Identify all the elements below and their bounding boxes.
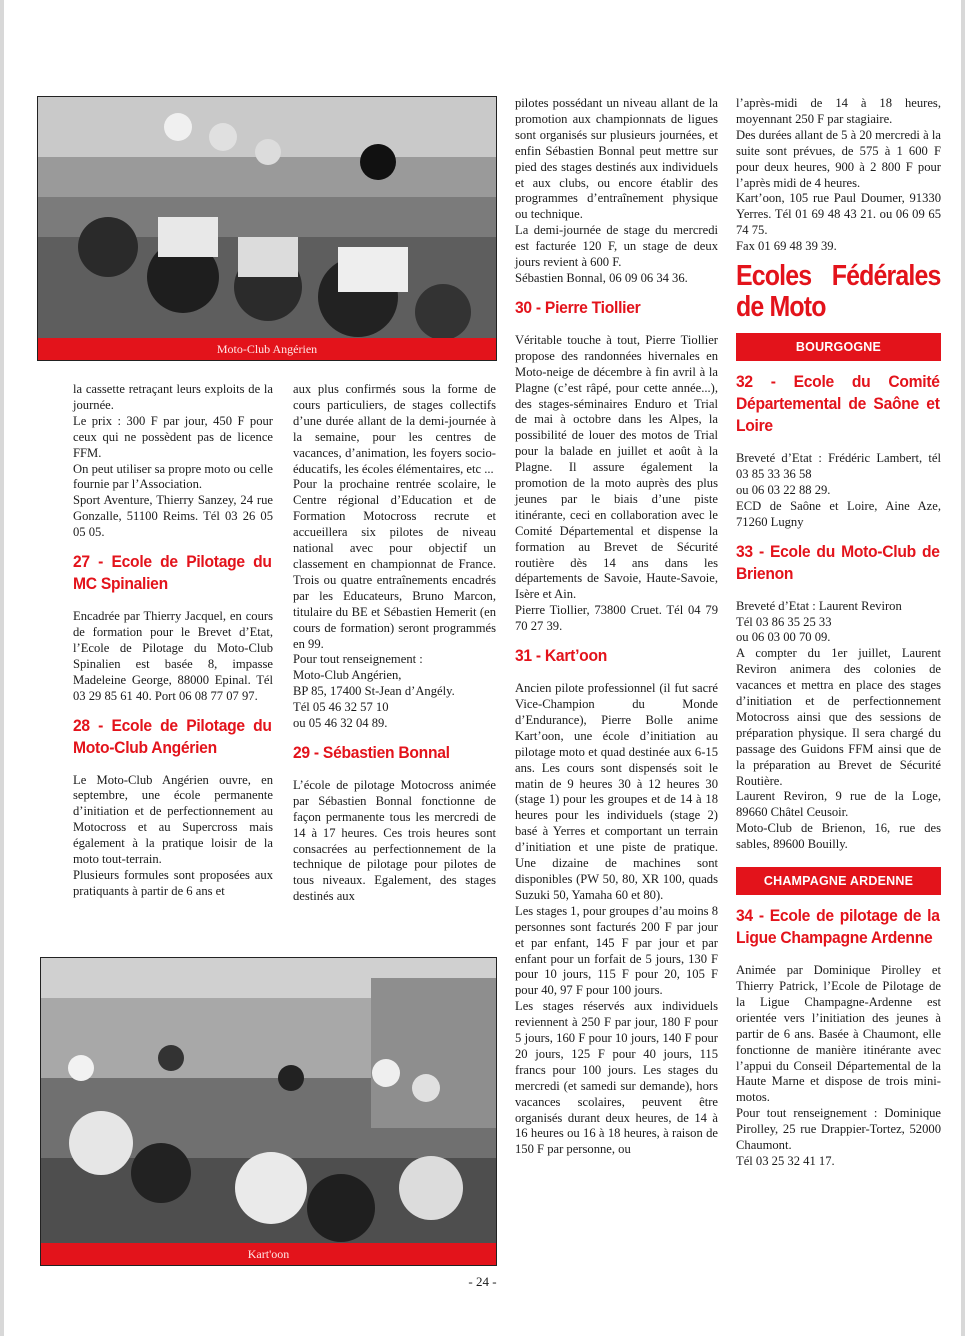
paragraph: pilotes possédant un niveau allant de la promotion aux championnats de ligues sont organisés sur plusieurs journées, et enfin Sébastien Bonnal peut mettre sur pied des stages destinés aux individuels et aux clubs, ou encore établir des programmes d’entraînement physique ou technique. (515, 96, 718, 222)
paragraph: ou 06 03 00 70 09. (736, 630, 831, 645)
paragraph: Breveté d’Etat : Laurent Reviron (736, 598, 902, 613)
section-title-27: 27 - Ecole de Pilotage du MC Spinalien (73, 552, 272, 594)
paragraph: La demi-journée de stage du mercredi est facturée 120 F, un stage de deux jours revient à 600 F. (515, 223, 718, 270)
paragraph: ECD de Saône et Loire, Aine Aze, 71260 Lugny (736, 498, 941, 529)
paragraph: Le prix : 300 F par jour, 450 F pour ceux qui ne possèdent pas de licence FFM. (73, 413, 273, 460)
region-bar-bourgogne: BOURGOGNE (736, 333, 941, 361)
paragraph: Sport Aventure, Thierry Sanzey, 24 rue Gonzalle, 51100 Reims. Tél 03 26 05 05 05. (73, 493, 273, 540)
paragraph: L’école de pilotage Motocross animée par Sébastien Bonnal fonctionne de façon permanente tous les mercredi de 14 à 17 heures. Ces trois heures sont consacrées au perfectionnement de la technique de pilotage pour pilotes de tous niveaux. Egalement, des stages destinés aux (293, 777, 496, 904)
paragraph: Breveté d’Etat : Frédéric Lambert, tél 03 85 33 36 58 (736, 451, 941, 481)
region-bar-champagne-ardenne: CHAMPAGNE ARDENNE (736, 867, 941, 895)
paragraph: ou 06 03 22 88 29. (736, 482, 831, 497)
column-1 (73, 382, 273, 900)
section-title-30: 30 - Pierre Tiollier (515, 297, 641, 317)
photo-moto-club-angerien (37, 96, 497, 361)
paragraph: A compter du 1er juillet, Laurent Reviron animera des colonies de vacances et mettra en place des stages d’initiation et de perfectionnement Motocross ainsi que des sessions de préparation physique. Il sera chargé du passage des Guidons FFM ainsi que de la préparation au Brevet de Sécurité Routière. (736, 646, 941, 788)
section-title-28: 28 - Ecole de Pilotage du Moto-Club Angérien (73, 715, 272, 757)
paragraph: Ancien pilote professionnel (il fut sacré Vice-Champion du Monde d’Endurance), Pierre Bolle anime Kart’oon, une école d’initiation au pilotage moto et quad destinée aux 6-15 ans. Les cours sont dispensés soit le matin de 9 heures 30 à 12 heures 30 (stage 1) pour les groupes et de 14 à 18 heures pour les individuels (stage 2) basé à Yerres et comportant un terrain d’initiation et une piste de pratique. Une dizaine de machines sont disponibles (PW 50, 80, XR 100, quads Suzuki 50, Yamaha 60 et 80). (515, 681, 718, 902)
photo-kartoon (40, 957, 497, 1266)
paragraph: Pour la prochaine rentrée scolaire, le Centre régional d’Education et de Formation Motocross recrute et accueillera six pilotes de niveau national avec pour objectif un classement en championnat de France. Trois ou quatre entraînements encadrés par les Educateurs, Bruno Marcon, titulaire du BE et Sébastien Hemerit (en cours de formation) seront programmés en 99. (293, 477, 496, 651)
paragraph: Moto-Club Angérien, (293, 668, 402, 683)
page-number: - 24 - (468, 1274, 497, 1289)
paragraph: la cassette retraçant leurs exploits de la journée. (73, 382, 273, 412)
paragraph: Tél 03 25 32 41 17. (736, 1153, 835, 1168)
section-title-32: 32 - Ecole du Comité Départemental de Saône et Loire (736, 372, 940, 436)
paragraph: Tél 03 86 35 25 33 (736, 614, 832, 629)
paragraph: Pour tout renseignement : Dominique Pirolley, 25 rue Drappier-Tortez, 52000 Chaumont. (736, 1106, 941, 1153)
paragraph: Plusieurs formules sont proposées aux pratiquants à partir de 6 ans et (73, 867, 273, 898)
column-2 (293, 382, 496, 905)
photo-caption: Kart'oon (41, 1243, 496, 1265)
page-edge-left (0, 0, 4, 1336)
photo-kids-illustration (41, 958, 496, 1265)
paragraph: Moto-Club de Brienon, 16, rue des sables, 89600 Bouilly. (736, 821, 941, 852)
section-title-31: 31 - Kart’oon (515, 646, 608, 666)
paragraph: ou 05 46 32 04 89. (293, 716, 388, 731)
paragraph: Kart’oon, 105 rue Paul Doumer, 91330 Yerres. Tél 01 69 48 43 21. ou 06 09 65 74 75. (736, 191, 941, 238)
paragraph: Laurent Reviron, 9 rue de la Loge, 89660 Châtel Ceusoir. (736, 789, 941, 820)
paragraph: Sébastien Bonnal, 06 09 06 34 36. (515, 270, 688, 285)
paragraph: aux plus confirmés sous la forme de cours particuliers, de stages collectifs d’une durée allant de la demi-journée à la semaine, pour les centres de vacances, d’animation, les foyers socio-éducatifs, les écoles élémentaires, etc ... (293, 382, 496, 476)
paragraph: l’après-midi de 14 à 18 heures, moyennant 250 F par stagiaire. (736, 96, 941, 126)
section-title-33: 33 - Ecole du Moto-Club de Brienon (736, 541, 940, 583)
paragraph: Des durées allant de 5 à 20 mercredi à la suite sont prévues, de 575 à 1 600 F pour deux heures, 900 à 2 800 F pour l’après midi de 4 heures. (736, 127, 941, 190)
paragraph: Pierre Tiollier, 73800 Cruet. Tél 04 79 70 27 39. (515, 603, 718, 634)
paragraph: Animée par Dominique Pirolley et Thierry Patrick, l’Ecole de Pilotage de la Ligue Champagne-Ardenne est orientée vers l’initiation des jeunes à partir de 6 ans. Basée à Chaumont, elle fonctionne de manière itinérante avec l’appui du Conseil Départemental de la Haute Marne et dispose de trois mini-motos. (736, 963, 941, 1105)
photo-caption: Moto-Club Angérien (38, 338, 496, 360)
paragraph: BP 85, 17400 St-Jean d’Angély. (293, 684, 455, 699)
paragraph: Le Moto-Club Angérien ouvre, en septembre, une école permanente d’initiation et de perfectionnement au Motocross et au Supercross mais également à la pratique loisir de la moto tout-terrain. (73, 772, 273, 867)
photo-riders-illustration (38, 97, 496, 360)
paragraph: On peut utiliser sa propre moto ou celle fournie par l’Association. (73, 461, 273, 492)
paragraph: Fax 01 69 48 39 39. (736, 239, 837, 254)
column-3 (515, 96, 718, 1158)
paragraph: Les stages réservés aux individuels reviennent à 250 F par jour, 180 F pour 5 jours, 160 F pour 10 jours, 140 F pour 20 jours, 125 F pour 40 jours, 115 francs pour 100 jours. Les stages du mercredi (et samedi sur demande), hors vacances scolaires, peuvent être organisés durant deux heures, de 14 à 16 heures ou 16 à 18 heures, à raison de 150 F par personne, ou (515, 999, 718, 1157)
paragraph: Encadrée par Thierry Jacquel, en cours de formation pour le Brevet d’Etat, l’Ecole de Pilotage du Moto-Club Spinalien est basée 8, impasse Madeleine George, 88000 Epinal. Tél 03 29 85 61 40. Port 06 08 77 07 97. (73, 609, 273, 703)
section-title-29: 29 - Sébastien Bonnal (293, 742, 450, 762)
paragraph: Tél 05 46 32 57 10 (293, 700, 389, 715)
page-edge-right (961, 0, 965, 1336)
column-4 (736, 96, 941, 1170)
section-title-34: 34 - Ecole de pilotage de la Ligue Champagne Ardenne (736, 906, 940, 948)
paragraph: Véritable touche à tout, Pierre Tiollier propose des randonnées hivernales en Moto-neige de décembre à fin avril à la Plagne (c’est râpé, pour cette année...), des stages-séminaires Enduro et Trial de mai à octobre dans les Alpes, la possibilité de louer des motos de Trial pour la balade en juillet et août à la Plagne. Il assure également la promotion de la moto auprès des plus jeunes par le biais d’une piste itinérante, ceci en collaboration avec le Comité Départemental et dispense la formation au Brevet de Sécurité routière dès 14 ans dans les départements de Savoie, Haute-Savoie, Isère et Ain. (515, 332, 718, 602)
paragraph: Les stages 1, pour groupes d’au moins 8 personnes sont facturés 200 F par jour et par enfant, 145 F par jour et par enfant pour un forfait de 5 jours, 130 F pour 10 jours, 115 F pour 20, 105 F pour 40, 97 F pour 100 jours. (515, 903, 718, 998)
paragraph: Pour tout renseignement : (293, 652, 423, 667)
main-heading: Ecoles Fédérales de Moto (736, 260, 941, 324)
